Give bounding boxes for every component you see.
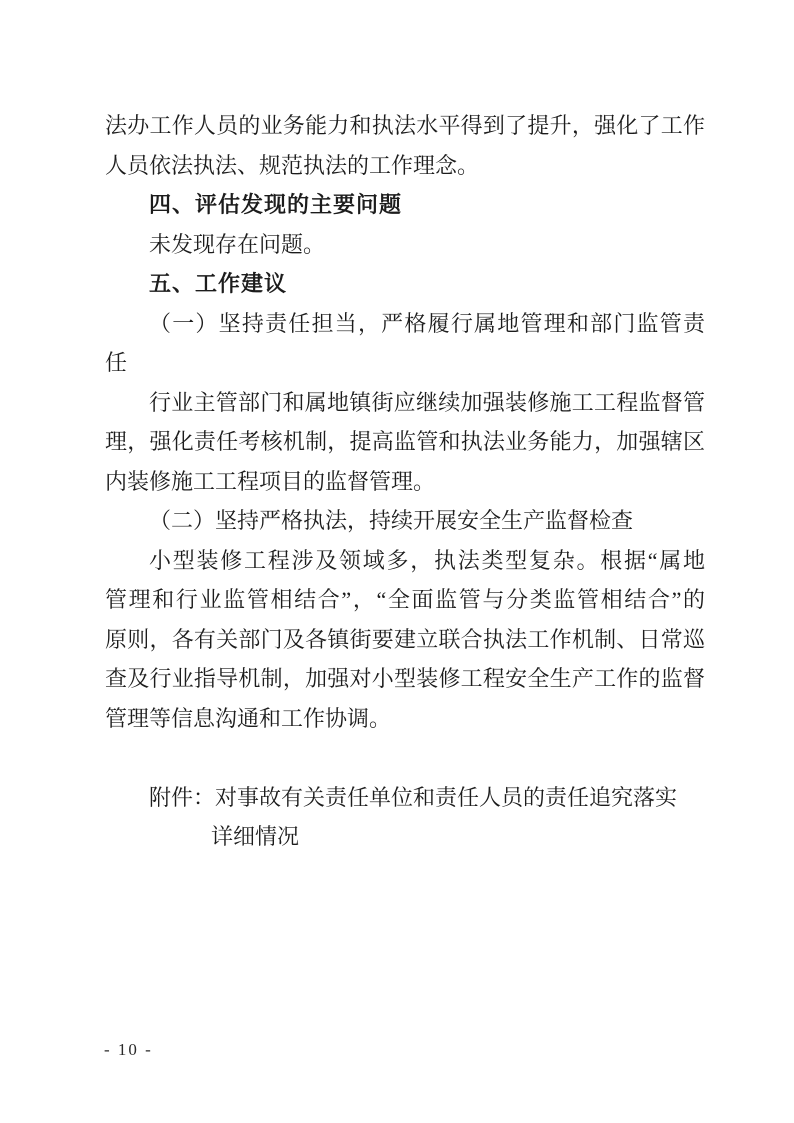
text-line: 理，强化责任考核机制，提高监管和执法业务能力，加强辖区 — [105, 429, 705, 454]
attachment-note — [105, 778, 705, 857]
text-line: （二）坚持严格执法，持续开展安全生产监督检查 — [149, 508, 634, 533]
subsection-heading-2 — [105, 501, 705, 541]
text-line: 内装修施工工程项目的监督管理。 — [105, 468, 436, 494]
body-paragraph — [105, 541, 705, 739]
text-line: 四、评估发现的主要问题 — [149, 192, 403, 217]
body-paragraph-continued — [105, 106, 705, 185]
text-line: 未发现存在问题。 — [149, 231, 326, 257]
subsection-heading-1 — [105, 304, 705, 383]
page-number: - 10 - — [104, 1040, 153, 1059]
text-line: 五、工作建议 — [149, 271, 288, 296]
text-line: 详细情况 — [211, 824, 300, 849]
text-line: 原则，各有关部门及各镇街要建立联合执法工作机制、日常巡 — [105, 626, 705, 652]
section-heading-4 — [105, 185, 705, 225]
section-heading-5 — [105, 264, 705, 304]
text-line: 行业主管部门和属地镇街应继续加强装修施工工程监督管 — [149, 389, 705, 415]
text-line: （一）坚持责任担当，严格履行属地管理和部门监管责 — [149, 310, 705, 336]
text-line: 任 — [105, 350, 128, 375]
text-line: 小型装修工程涉及领域多，执法类型复杂。根据“属地 — [149, 547, 705, 573]
text-line: 法办工作人员的业务能力和执法水平得到了提升，强化了工作 — [105, 113, 705, 138]
document-text-block — [105, 106, 705, 857]
body-paragraph — [105, 383, 705, 502]
text-line: 附件：对事故有关责任单位和责任人员的责任追究落实 — [149, 784, 678, 810]
text-line: 查及行业指导机制，加强对小型装修工程安全生产工作的监督 — [105, 666, 705, 691]
body-paragraph — [105, 225, 705, 265]
text-line: 管理和行业监管相结合”，“全面监管与分类监管相结合”的 — [105, 587, 705, 612]
text-line: 管理等信息沟通和工作协调。 — [105, 705, 392, 731]
text-line: 人员依法执法、规范执法的工作理念。 — [105, 152, 480, 178]
